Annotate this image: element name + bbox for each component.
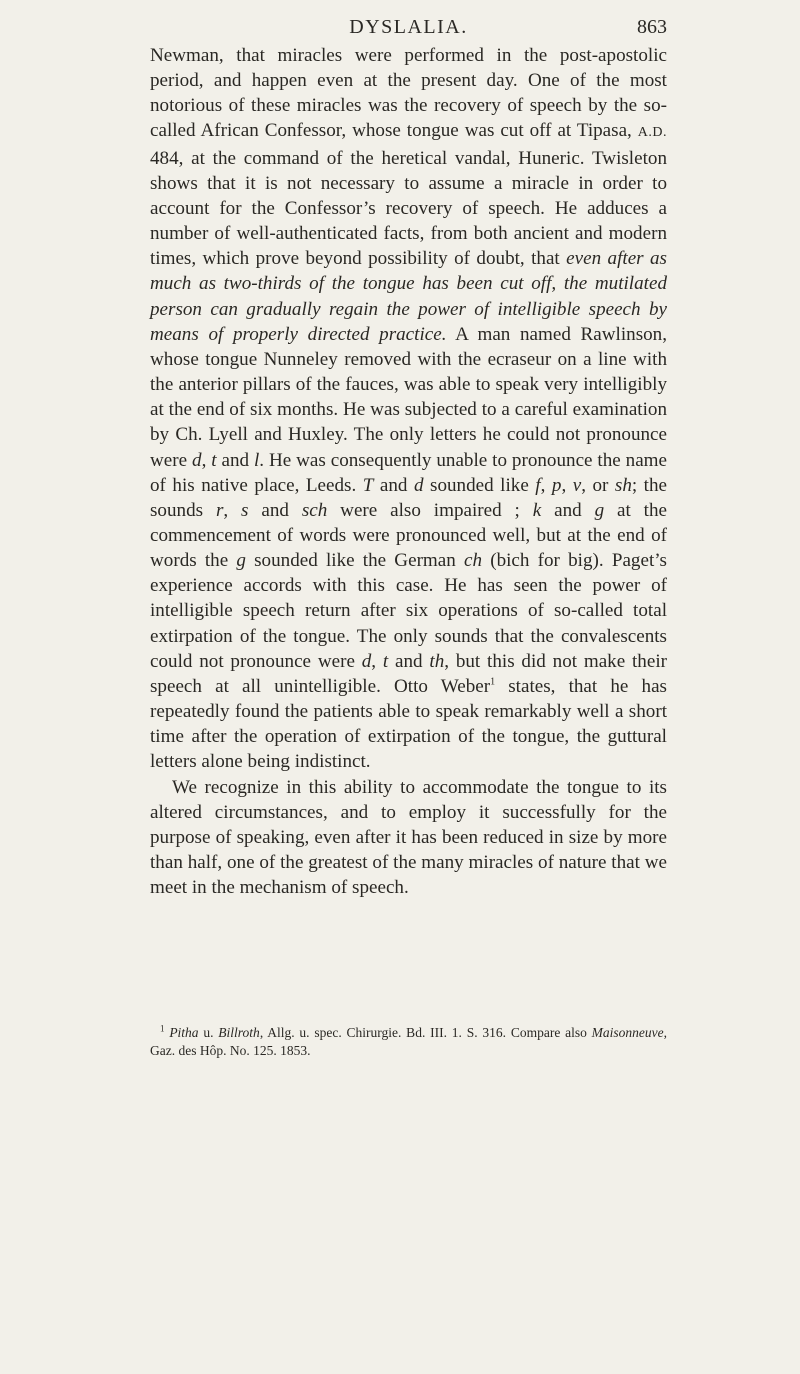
italic-text: th xyxy=(429,650,445,672)
text-run: and xyxy=(388,650,430,672)
text-run: 484, at the command of the heretical vandal, Huneric. Twisleton shows that it is not necessary to assume a miracle in order to account for the Confessor’s recovery of speech. He adduces a number of well-authenticated facts, from both ancient and modern times, which prove beyond possibility of doubt, that xyxy=(150,147,667,270)
text-run: and xyxy=(373,474,414,496)
italic-text: d xyxy=(413,474,424,496)
footnote-reference: 1 xyxy=(490,676,496,688)
italic-text: g xyxy=(236,550,246,572)
text-run: and xyxy=(216,449,254,471)
text-run: sounded like the German xyxy=(245,550,464,572)
text-run: , xyxy=(223,499,242,521)
text-run: , Allg. u. spec. Chirurgie. Bd. III. 1. S. 316. Compare also xyxy=(259,1025,592,1040)
italic-text: d xyxy=(361,650,372,672)
text-run: states, that he has repeatedly found the patients able to speak remarkably well a short time after the operation of extirpation of the tongue, the guttural letters alone being indistinct. xyxy=(150,675,667,773)
italic-text: g xyxy=(594,499,605,521)
italic-text: r xyxy=(215,499,224,521)
italic-text: sh xyxy=(614,474,632,496)
italic-text: l xyxy=(253,449,260,471)
text-run: A man named Rawlinson, whose tongue Nunneley removed with the ecraseur on a line with the anterior pillars of the fauces, was able to speak very intelligibly at the end of six months. He was subjected to a careful examination by Ch. Lyell and Huxley. The only letters he could not pronounce were xyxy=(150,323,667,471)
text-run: , or xyxy=(581,474,615,496)
italic-text: sch xyxy=(301,499,328,521)
running-title: DYSLALIA. xyxy=(349,16,468,38)
text-run: , xyxy=(371,650,383,672)
text-run: (bich for big). Paget’s experience accords with this case. He has seen the power of intelligible speech return after six operations of so-called total extirpation of the tongue. The only sounds that the convalescents could not pronounce were xyxy=(150,550,667,672)
italic-text: d xyxy=(192,449,202,471)
text-run: , xyxy=(540,474,552,496)
page-number: 863 xyxy=(637,16,667,38)
text-run: and xyxy=(248,499,302,521)
text-run: and xyxy=(541,499,595,521)
italic-text: f xyxy=(535,474,541,496)
text-run: at the commencement of words were pronounced well, but at the end of words the xyxy=(150,499,668,572)
italic-text: t xyxy=(382,650,389,672)
text-run: sounded like xyxy=(423,474,536,496)
footnote xyxy=(150,1024,667,1060)
text-run: , xyxy=(201,449,212,471)
italic-text: t xyxy=(211,449,217,471)
running-head xyxy=(150,16,667,42)
footnote-mark: 1 xyxy=(160,1023,165,1034)
italic-text: even after as much as two-thirds of the tongue has been cut off, the mutilated person can gradually regain the power of intelligible speech by means of properly directed practice. xyxy=(150,248,667,345)
paragraph xyxy=(150,775,667,901)
text-run: , Gaz. des Hôp. No. 125. 1853. xyxy=(150,1025,668,1058)
italic-text: k xyxy=(532,499,542,521)
italic-text: p xyxy=(551,474,562,496)
italic-text: Pitha xyxy=(169,1025,199,1040)
text-run: , but this did not make their speech at all unintelligible. Otto Weber xyxy=(150,650,667,697)
paragraph xyxy=(150,43,667,775)
text-run: We recognize in this ability to accommodate the tongue to its altered circumstances, and to employ it successfully for the purpose of speaking, even after it has been reduced in size by more than half, one of the greatest of the many miracles of nature that we meet in the mechanism of speech. xyxy=(150,776,667,899)
italic-text: ch xyxy=(464,550,483,572)
italic-text: T xyxy=(362,474,374,496)
text-run: , xyxy=(561,474,573,496)
italic-text: s xyxy=(241,499,249,521)
text-run: were also impaired ; xyxy=(327,499,533,521)
text-run: ; the sounds xyxy=(150,474,668,521)
smallcaps-text: A.D. xyxy=(637,125,667,141)
italic-text: Billroth xyxy=(218,1025,260,1040)
text-run: . He was consequently unable to pronounce the name of his native place, Leeds. xyxy=(150,449,668,496)
body-text xyxy=(150,43,667,900)
text-run: Newman, that miracles were performed in the post-apostolic period, and happen even at the present day. One of the most notorious of these miracles was the recovery of speech by the so-called African Confessor, whose tongue was cut off at Tipasa, xyxy=(150,45,667,142)
italic-text: Maisonneuve xyxy=(591,1025,664,1040)
text-run: u. xyxy=(198,1025,219,1040)
italic-text: v xyxy=(572,474,582,496)
